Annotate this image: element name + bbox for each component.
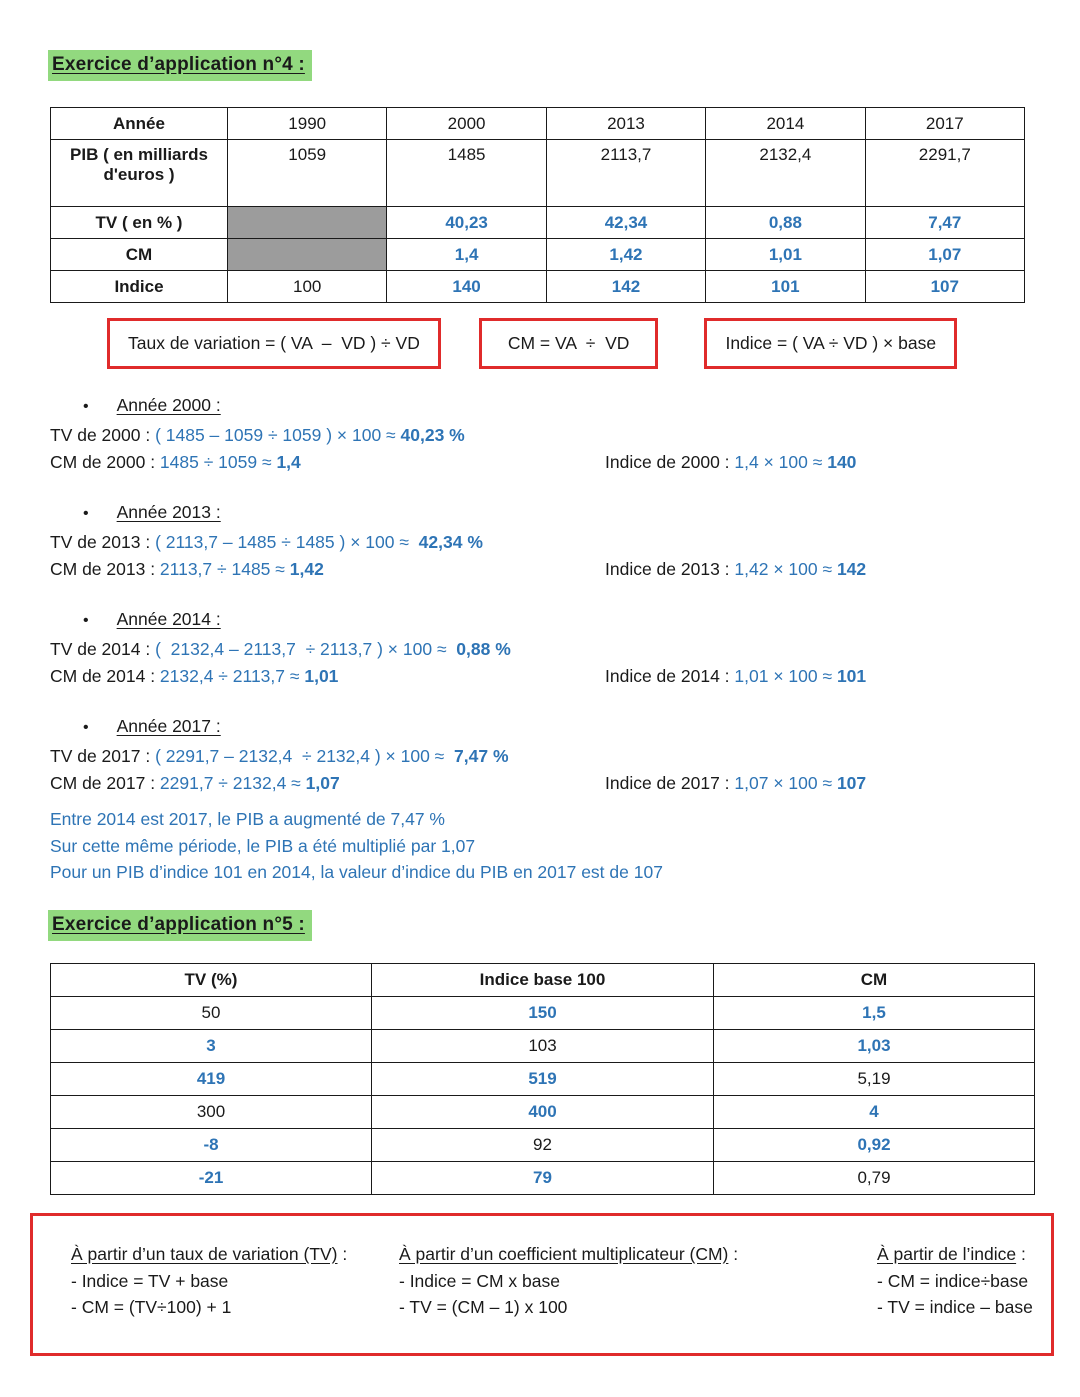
formula-box: Indice = ( VA ÷ VD ) × base xyxy=(704,318,957,369)
col-header-year: 2000 xyxy=(387,108,546,140)
reference-heading-colon: : xyxy=(728,1244,739,1264)
indice-line xyxy=(605,449,856,476)
value-cell: 1,07 xyxy=(865,239,1024,271)
indice-formula: 1,01 × 100 ≈ xyxy=(734,665,837,686)
row-label: CM xyxy=(51,239,228,271)
col-header-year: 2013 xyxy=(546,108,705,140)
tv-result: 40,23 % xyxy=(400,425,465,445)
reference-formula-line: - CM = indice÷base xyxy=(877,1270,1029,1291)
cm-result: 1,07 xyxy=(305,772,340,793)
tv-result: 7,47 % xyxy=(454,746,509,766)
conclusion-line: Entre 2014 est 2017, le PIB a augmenté de 7,47 % xyxy=(50,809,445,829)
value-cell: 100 xyxy=(228,271,387,303)
value-cell: 1,01 xyxy=(706,239,865,271)
col-header: CM xyxy=(714,964,1035,997)
year-section xyxy=(50,608,1040,689)
bullet-icon: • xyxy=(83,505,89,522)
tv-formula: ( 2291,7 – 2132,4 ÷ 2132,4 ) × 100 ≈ xyxy=(155,746,455,766)
table-row xyxy=(51,997,1035,1030)
tv-label: TV de 2017 : xyxy=(50,746,156,766)
col-header-label: Année xyxy=(51,108,228,140)
year-section xyxy=(50,394,1040,475)
row-label: PIB ( en milliards d'euros ) xyxy=(51,140,228,207)
table-row xyxy=(51,140,1025,207)
indice-label: Indice de 2000 : xyxy=(605,451,735,472)
value-cell: 101 xyxy=(706,271,865,303)
reference-heading-colon: : xyxy=(337,1244,348,1264)
cm-line xyxy=(50,556,1040,583)
conclusion-line: Pour un PIB d’indice 101 en 2014, la valeur d’indice du PIB en 2017 est de 107 xyxy=(50,862,663,882)
value-cell: 0,79 xyxy=(714,1162,1035,1195)
tv-indice-cm-table xyxy=(50,963,1035,1195)
tv-label: TV de 2014 : xyxy=(50,639,156,659)
bullet-icon: • xyxy=(83,612,89,629)
col-header-year: 1990 xyxy=(228,108,387,140)
col-header-year: 2017 xyxy=(865,108,1024,140)
cm-line xyxy=(50,770,1040,797)
tv-result: 42,34 % xyxy=(418,532,483,552)
value-cell: 142 xyxy=(546,271,705,303)
value-cell: 42,34 xyxy=(546,207,705,239)
formula-box: CM = VA ÷ VD xyxy=(479,318,659,369)
year-heading-label: Année 2013 : xyxy=(116,502,221,522)
value-cell: 2113,7 xyxy=(546,140,705,207)
table-row xyxy=(51,1129,1035,1162)
reference-heading-colon: : xyxy=(1016,1244,1026,1264)
tv-result: 0,88 % xyxy=(456,639,511,659)
col-header: Indice base 100 xyxy=(372,964,714,997)
tv-formula: ( 2113,7 – 1485 ÷ 1485 ) × 100 ≈ xyxy=(155,532,419,552)
value-cell: -8 xyxy=(51,1129,372,1162)
tv-line xyxy=(50,422,1040,449)
indice-label: Indice de 2014 : xyxy=(605,665,735,686)
reference-heading-text: À partir de l’indice xyxy=(877,1244,1017,1264)
indice-label: Indice de 2017 : xyxy=(605,772,735,793)
value-cell: 1059 xyxy=(228,140,387,207)
value-cell: 92 xyxy=(372,1129,714,1162)
value-cell: 1485 xyxy=(387,140,546,207)
year-heading xyxy=(50,394,1040,418)
indice-formula: 1,42 × 100 ≈ xyxy=(734,558,837,579)
bullet-icon: • xyxy=(83,398,89,415)
cm-formula: 1485 ÷ 1059 ≈ xyxy=(159,451,277,472)
reference-formula-line: - CM = (TV÷100) + 1 xyxy=(71,1297,232,1317)
row-label: Indice xyxy=(51,271,228,303)
reference-formula-line: - Indice = TV + base xyxy=(71,1270,229,1291)
tv-line xyxy=(50,529,1040,556)
table-header-row xyxy=(51,108,1025,140)
indice-line xyxy=(605,770,866,797)
table-row xyxy=(51,1096,1035,1129)
value-cell: 79 xyxy=(372,1162,714,1195)
indice-label: Indice de 2013 : xyxy=(605,558,735,579)
reference-formulas-box xyxy=(30,1213,1054,1356)
tv-line xyxy=(50,743,1040,770)
empty-gray-cell xyxy=(228,207,387,239)
value-cell: 300 xyxy=(51,1096,372,1129)
year-heading-label: Année 2014 : xyxy=(116,609,221,629)
value-cell: 140 xyxy=(387,271,546,303)
row-label: TV ( en % ) xyxy=(51,207,228,239)
bullet-icon: • xyxy=(83,719,89,736)
table-header-row xyxy=(51,964,1035,997)
value-cell: 4 xyxy=(714,1096,1035,1129)
tv-formula: ( 1485 – 1059 ÷ 1059 ) × 100 ≈ xyxy=(155,425,401,445)
worked-examples xyxy=(50,394,1040,822)
value-cell: 1,5 xyxy=(714,997,1035,1030)
value-cell: 1,03 xyxy=(714,1030,1035,1063)
cm-result: 1,4 xyxy=(276,451,301,472)
value-cell: 7,47 xyxy=(865,207,1024,239)
value-cell: 1,42 xyxy=(546,239,705,271)
tv-formula: ( 2132,4 – 2113,7 ÷ 2113,7 ) × 100 ≈ xyxy=(155,639,457,659)
indice-line xyxy=(605,556,866,583)
tv-label: TV de 2000 : xyxy=(50,425,156,445)
value-cell: 2132,4 xyxy=(706,140,865,207)
indice-result: 142 xyxy=(836,558,867,579)
indice-formula: 1,4 × 100 ≈ xyxy=(734,451,828,472)
tv-label: TV de 2013 : xyxy=(50,532,156,552)
year-section xyxy=(50,501,1040,582)
conclusion-line: Sur cette même période, le PIB a été multiplié par 1,07 xyxy=(50,835,476,856)
value-cell: 40,23 xyxy=(387,207,546,239)
table-row xyxy=(51,207,1025,239)
value-cell: 1,4 xyxy=(387,239,546,271)
empty-gray-cell xyxy=(228,239,387,271)
value-cell: 150 xyxy=(372,997,714,1030)
value-cell: 3 xyxy=(51,1030,372,1063)
year-heading-label: Année 2017 : xyxy=(116,716,221,736)
cm-result: 1,01 xyxy=(304,665,339,686)
year-heading xyxy=(50,501,1040,525)
col-header: TV (%) xyxy=(51,964,372,997)
indice-result: 140 xyxy=(827,451,857,472)
cm-label: CM de 2000 : xyxy=(50,451,160,472)
indice-result: 101 xyxy=(836,665,867,686)
reference-heading xyxy=(71,1241,399,1268)
value-cell: 519 xyxy=(372,1063,714,1096)
value-cell: 50 xyxy=(51,997,372,1030)
cm-label: CM de 2017 : xyxy=(50,772,160,793)
value-cell: 0,88 xyxy=(706,207,865,239)
value-cell: 400 xyxy=(372,1096,714,1129)
cm-formula: 2291,7 ÷ 2132,4 ≈ xyxy=(159,772,306,793)
col-header-year: 2014 xyxy=(706,108,865,140)
reference-column xyxy=(877,1241,1051,1321)
year-heading xyxy=(50,715,1040,739)
table-row xyxy=(51,1030,1035,1063)
tv-line xyxy=(50,636,1040,663)
reference-formula-line: - Indice = CM x base xyxy=(399,1270,560,1291)
reference-column xyxy=(399,1241,877,1321)
cm-label: CM de 2013 : xyxy=(50,558,160,579)
table-row xyxy=(51,271,1025,303)
cm-formula: 2113,7 ÷ 1485 ≈ xyxy=(159,558,290,579)
value-cell: 107 xyxy=(865,271,1024,303)
reference-heading xyxy=(399,1241,877,1268)
reference-heading-text: À partir d’un coefficient multiplicateur (CM) xyxy=(399,1244,729,1264)
year-section xyxy=(50,715,1040,796)
formula-boxes-row xyxy=(107,318,957,369)
reference-heading-text: À partir d’un taux de variation (TV) xyxy=(71,1244,338,1264)
conclusion-lines xyxy=(50,806,663,886)
pib-table xyxy=(50,107,1025,303)
value-cell: 0,92 xyxy=(714,1129,1035,1162)
value-cell: -21 xyxy=(51,1162,372,1195)
table-row xyxy=(51,1162,1035,1195)
year-heading-label: Année 2000 : xyxy=(116,395,221,415)
reference-heading xyxy=(877,1241,1051,1268)
reference-formula-line: - TV = (CM – 1) x 100 xyxy=(399,1297,568,1317)
table-row xyxy=(51,1063,1035,1096)
formula-box: Taux de variation = ( VA – VD ) ÷ VD xyxy=(107,318,441,369)
reference-column xyxy=(71,1241,399,1321)
cm-result: 1,42 xyxy=(289,558,324,579)
value-cell: 5,19 xyxy=(714,1063,1035,1096)
indice-result: 107 xyxy=(836,772,867,793)
cm-line xyxy=(50,663,1040,690)
cm-label: CM de 2014 : xyxy=(50,665,160,686)
cm-formula: 2132,4 ÷ 2113,7 ≈ xyxy=(159,665,305,686)
value-cell: 2291,7 xyxy=(865,140,1024,207)
exercise5-title: Exercice d’application n°5 : xyxy=(48,910,312,941)
year-heading xyxy=(50,608,1040,632)
table-row xyxy=(51,239,1025,271)
indice-line xyxy=(605,663,866,690)
exercise4-title: Exercice d’application n°4 : xyxy=(48,50,312,81)
cm-line xyxy=(50,449,1040,476)
value-cell: 419 xyxy=(51,1063,372,1096)
indice-formula: 1,07 × 100 ≈ xyxy=(734,772,837,793)
value-cell: 103 xyxy=(372,1030,714,1063)
reference-formula-line: - TV = indice – base xyxy=(877,1297,1033,1317)
